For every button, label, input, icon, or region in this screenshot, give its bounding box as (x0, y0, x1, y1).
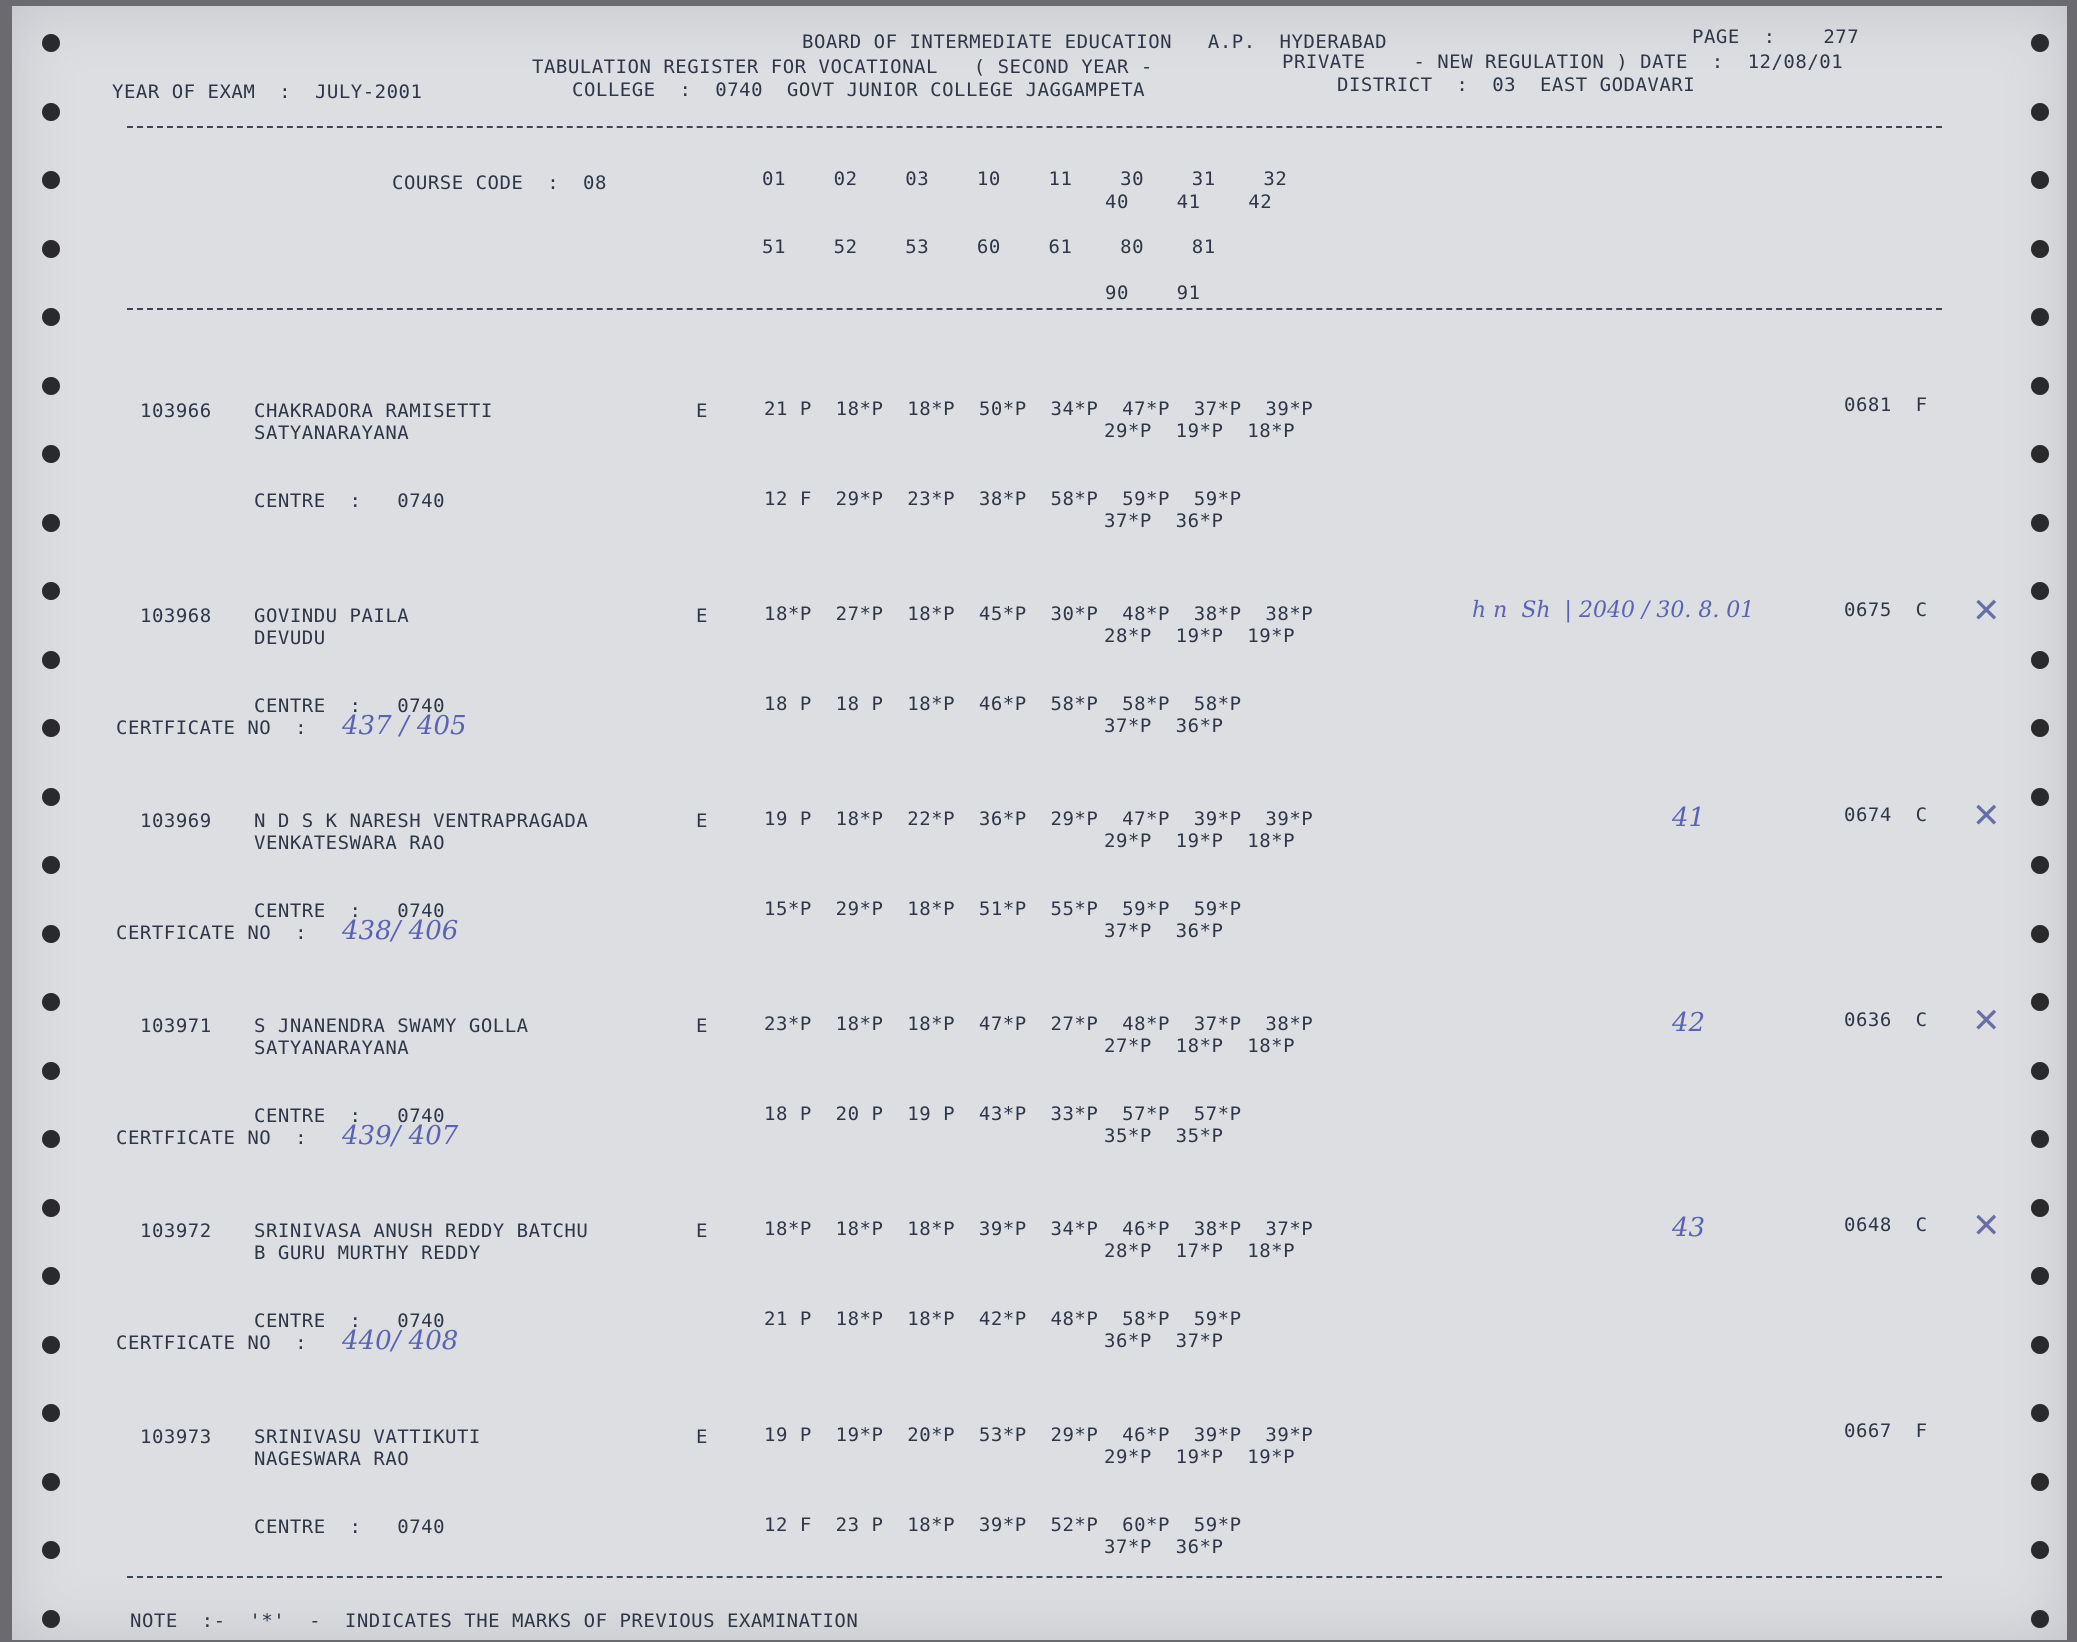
feed-hole (42, 925, 60, 943)
medium: E (696, 605, 708, 627)
feed-hole (42, 1610, 60, 1628)
feed-hole (2031, 171, 2049, 189)
feed-hole (42, 651, 60, 669)
centre-code: CENTRE : 0740 (254, 1310, 446, 1332)
feed-hole (2031, 582, 2049, 600)
feed-hole (2031, 103, 2049, 121)
marks-line1b: 28*P 19*P 19*P (1104, 625, 1296, 647)
certificate-number-handwritten: 440/ 408 (342, 1326, 459, 1356)
marks-line1b: 27*P 18*P 18*P (1104, 1035, 1296, 1057)
course-codes-row1: 01 02 03 10 11 30 31 32 (762, 168, 1288, 190)
course-codes-row1b: 40 41 42 (1105, 191, 1273, 213)
certificate-number-handwritten: 438/ 406 (342, 916, 459, 946)
marks-line1b: 29*P 19*P 18*P (1104, 830, 1296, 852)
student-name-line2: SATYANARAYANA (254, 1037, 410, 1059)
check-mark-icon: ✕ (1972, 1206, 2001, 1246)
total-result: 0681 F (1844, 394, 1928, 416)
total-result: 0648 C (1844, 1214, 1928, 1236)
feed-hole (42, 1130, 60, 1148)
student-name-line2: VENKATESWARA RAO (254, 832, 446, 854)
feed-hole (2031, 34, 2049, 52)
marks-line1b: 29*P 19*P 18*P (1104, 420, 1296, 442)
feed-hole (42, 1199, 60, 1217)
feed-hole (42, 719, 60, 737)
feed-hole (2031, 651, 2049, 669)
student-name: N D S K NARESH VENTRAPRAGADA (254, 810, 589, 832)
feed-hole (42, 1473, 60, 1491)
feed-hole (42, 1404, 60, 1422)
marks-line2: 18 P 20 P 19 P 43*P 33*P 57*P 57*P (764, 1103, 1242, 1125)
feed-hole (2031, 1062, 2049, 1080)
marks-line2b: 37*P 36*P (1104, 510, 1224, 532)
centre-code: CENTRE : 0740 (254, 900, 446, 922)
total-result: 0636 C (1844, 1009, 1928, 1031)
certificate-label: CERTFICATE NO : (116, 1127, 308, 1149)
marks-line1: 18*P 27*P 18*P 45*P 30*P 48*P 38*P 38*P (764, 603, 1314, 625)
student-name: SRINIVASA ANUSH REDDY BATCHU (254, 1220, 589, 1242)
marks-line1: 19 P 19*P 20*P 53*P 29*P 46*P 39*P 39*P (764, 1424, 1314, 1446)
medium: E (696, 810, 708, 832)
medium: E (696, 1220, 708, 1242)
handwritten-note: 43 (1672, 1213, 1706, 1243)
marks-line2: 21 P 18*P 18*P 42*P 48*P 58*P 59*P (764, 1308, 1242, 1330)
centre-code: CENTRE : 0740 (254, 695, 446, 717)
feed-hole (2031, 1336, 2049, 1354)
marks-line2b: 37*P 36*P (1104, 715, 1224, 737)
certificate-number-handwritten: 437 / 405 (342, 711, 467, 741)
certificate-label: CERTFICATE NO : (116, 1332, 308, 1354)
marks-line2b: 35*P 35*P (1104, 1125, 1224, 1147)
feed-hole (2031, 240, 2049, 258)
marks-line1b: 28*P 17*P 18*P (1104, 1240, 1296, 1262)
course-code-label: COURSE CODE : 08 (392, 172, 607, 194)
feed-hole (42, 514, 60, 532)
student-name-line2: DEVUDU (254, 627, 326, 649)
feed-hole (42, 856, 60, 874)
student-name: CHAKRADORA RAMISETTI (254, 400, 493, 422)
feed-hole (2031, 377, 2049, 395)
feed-hole (2031, 445, 2049, 463)
medium: E (696, 1426, 708, 1448)
centre-code: CENTRE : 0740 (254, 490, 446, 512)
total-result: 0667 F (1844, 1420, 1928, 1442)
feed-hole (42, 1267, 60, 1285)
feed-hole (2031, 1473, 2049, 1491)
feed-hole (42, 1541, 60, 1559)
feed-hole (2031, 514, 2049, 532)
student-name-line2: B GURU MURTHY REDDY (254, 1242, 481, 1264)
feed-hole (2031, 993, 2049, 1011)
divider-bottom (127, 1576, 1942, 1578)
centre-code: CENTRE : 0740 (254, 1516, 446, 1538)
feed-hole (2031, 308, 2049, 326)
feed-hole (42, 582, 60, 600)
feed-hole (42, 34, 60, 52)
medium: E (696, 400, 708, 422)
handwritten-note: h n Sh | 2040 / 30. 8. 01 (1472, 598, 1755, 623)
check-mark-icon: ✕ (1972, 796, 2001, 836)
hall-ticket-number: 103971 (140, 1015, 212, 1037)
hall-ticket-number: 103973 (140, 1426, 212, 1448)
course-codes-row3: 90 91 (1105, 282, 1201, 304)
marks-line2: 12 F 23 P 18*P 39*P 52*P 60*P 59*P (764, 1514, 1242, 1536)
hall-ticket-number: 103966 (140, 400, 212, 422)
divider-course (127, 308, 1942, 310)
tractor-feed-holes-right (2027, 6, 2067, 1640)
district-info: DISTRICT : 03 EAST GODAVARI (1337, 74, 1696, 96)
page-number: PAGE : 277 (1692, 26, 1860, 48)
feed-hole (42, 171, 60, 189)
certificate-label: CERTFICATE NO : (116, 717, 308, 739)
register-title: TABULATION REGISTER FOR VOCATIONAL ( SECOND YEAR - (532, 56, 1153, 78)
marks-line2: 18 P 18 P 18*P 46*P 58*P 58*P 58*P (764, 693, 1242, 715)
feed-hole (2031, 1267, 2049, 1285)
feed-hole (42, 445, 60, 463)
feed-hole (42, 1336, 60, 1354)
feed-hole (2031, 1199, 2049, 1217)
marks-line1: 21 P 18*P 18*P 50*P 34*P 47*P 37*P 39*P (764, 398, 1314, 420)
student-name: SRINIVASU VATTIKUTI (254, 1426, 481, 1448)
marks-line2: 12 F 29*P 23*P 38*P 58*P 59*P 59*P (764, 488, 1242, 510)
feed-hole (42, 377, 60, 395)
feed-hole (2031, 1404, 2049, 1422)
divider-top (127, 126, 1942, 128)
marks-line1: 18*P 18*P 18*P 39*P 34*P 46*P 38*P 37*P (764, 1218, 1314, 1240)
feed-hole (2031, 925, 2049, 943)
certificate-number-handwritten: 439/ 407 (342, 1121, 459, 1151)
board-title: BOARD OF INTERMEDIATE EDUCATION A.P. HYDERABAD (802, 31, 1388, 53)
marks-line2b: 37*P 36*P (1104, 1536, 1224, 1558)
student-name: S JNANENDRA SWAMY GOLLA (254, 1015, 529, 1037)
hall-ticket-number: 103969 (140, 810, 212, 832)
college-info: COLLEGE : 0740 GOVT JUNIOR COLLEGE JAGGAMPETA (572, 79, 1146, 101)
feed-hole (42, 1062, 60, 1080)
marks-line1b: 29*P 19*P 19*P (1104, 1446, 1296, 1468)
tractor-feed-holes-left (12, 6, 52, 1640)
feed-hole (2031, 1130, 2049, 1148)
marks-line1: 19 P 18*P 22*P 36*P 29*P 47*P 39*P 39*P (764, 808, 1314, 830)
handwritten-note: 42 (1672, 1008, 1706, 1038)
footnote: NOTE :- '*' - INDICATES THE MARKS OF PREVIOUS EXAMINATION (130, 1610, 859, 1632)
year-of-exam: YEAR OF EXAM : JULY-2001 (112, 81, 423, 103)
marks-line2b: 37*P 36*P (1104, 920, 1224, 942)
check-mark-icon: ✕ (1972, 591, 2001, 631)
handwritten-note: 41 (1672, 803, 1706, 833)
marks-line2: 15*P 29*P 18*P 51*P 55*P 59*P 59*P (764, 898, 1242, 920)
marks-line1: 23*P 18*P 18*P 47*P 27*P 48*P 37*P 38*P (764, 1013, 1314, 1035)
student-name: GOVINDU PAILA (254, 605, 410, 627)
check-mark-icon: ✕ (1972, 1001, 2001, 1041)
hall-ticket-number: 103972 (140, 1220, 212, 1242)
feed-hole (42, 240, 60, 258)
feed-hole (42, 788, 60, 806)
total-result: 0675 C (1844, 599, 1928, 621)
feed-hole (2031, 856, 2049, 874)
certificate-label: CERTFICATE NO : (116, 922, 308, 944)
hall-ticket-number: 103968 (140, 605, 212, 627)
feed-hole (42, 103, 60, 121)
regulation-date: PRIVATE - NEW REGULATION ) DATE : 12/08/01 (1282, 51, 1844, 73)
feed-hole (42, 993, 60, 1011)
total-result: 0674 C (1844, 804, 1928, 826)
medium: E (696, 1015, 708, 1037)
marks-line2b: 36*P 37*P (1104, 1330, 1224, 1352)
course-codes-row2: 51 52 53 60 61 80 81 (762, 236, 1216, 258)
feed-hole (2031, 1610, 2049, 1628)
feed-hole (2031, 719, 2049, 737)
feed-hole (2031, 1541, 2049, 1559)
tabulation-sheet (12, 6, 2067, 1640)
student-name-line2: SATYANARAYANA (254, 422, 410, 444)
feed-hole (2031, 788, 2049, 806)
centre-code: CENTRE : 0740 (254, 1105, 446, 1127)
feed-hole (42, 308, 60, 326)
student-name-line2: NAGESWARA RAO (254, 1448, 410, 1470)
